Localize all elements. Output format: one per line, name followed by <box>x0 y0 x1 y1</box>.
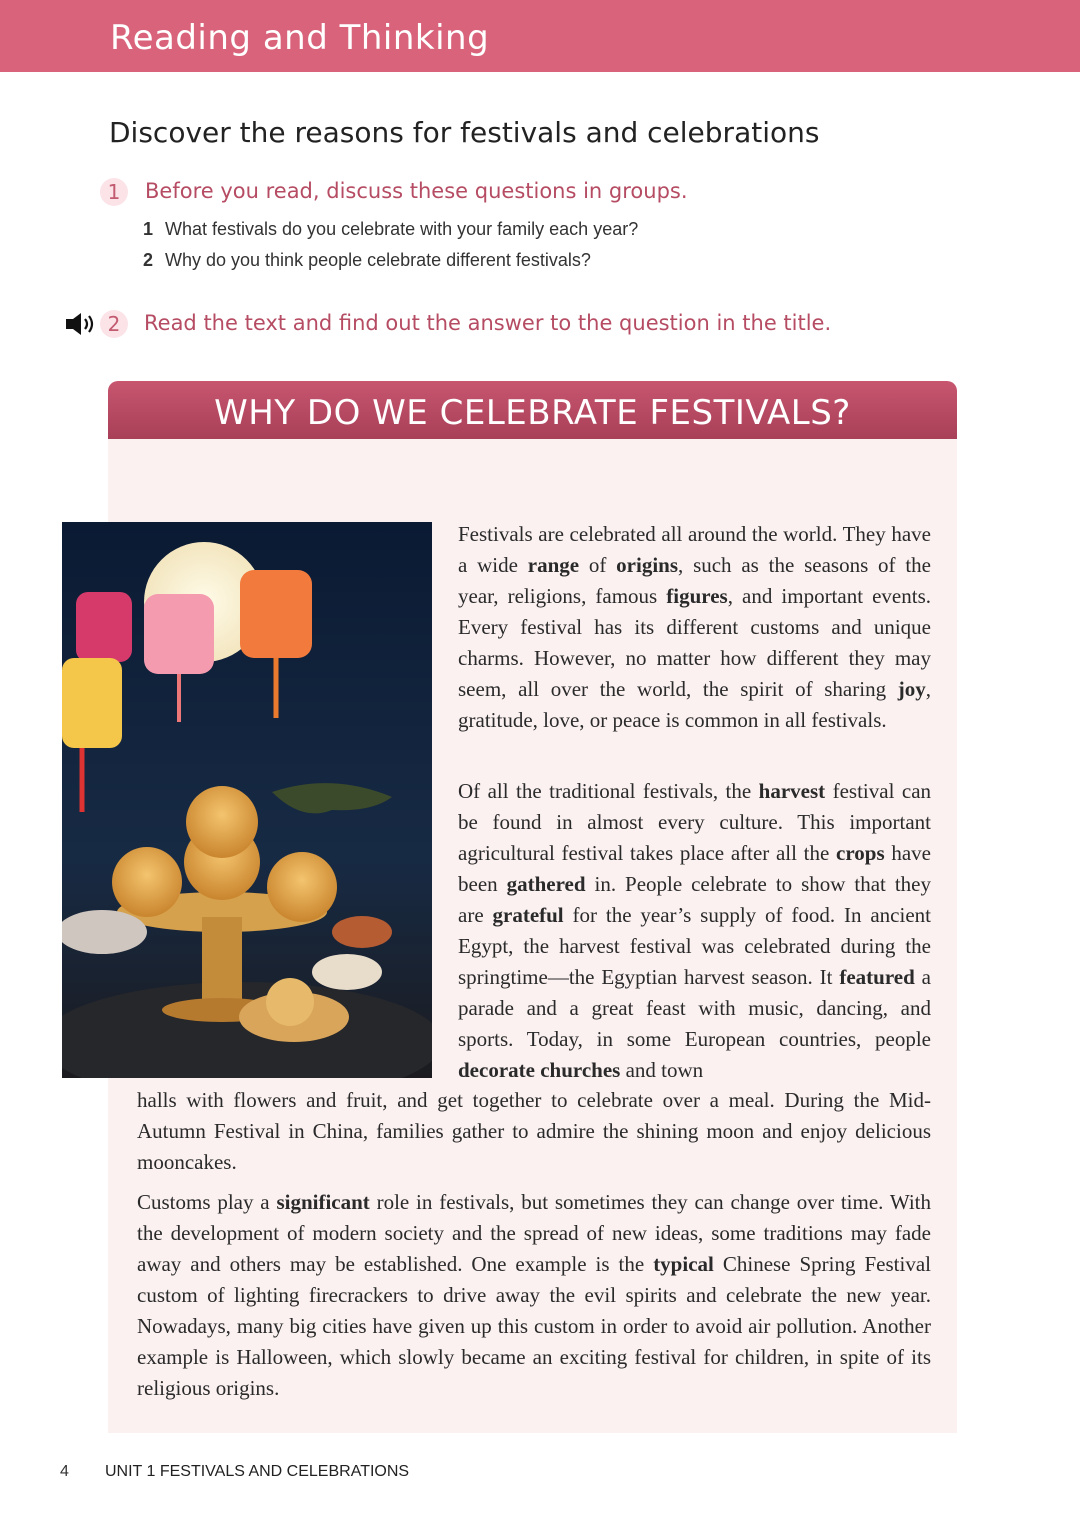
question-text: Why do you think people celebrate different festivals? <box>165 250 591 270</box>
key-word: grateful <box>492 903 564 927</box>
speaker-icon[interactable] <box>64 311 98 337</box>
activity-1-instruction: Before you read, discuss these questions in groups. <box>145 179 688 203</box>
lantern-red <box>76 592 132 662</box>
activity-1-number: 1 <box>100 178 128 206</box>
page-number: 4 <box>60 1463 69 1480</box>
article-paragraph-2-continued: halls with flowers and fruit, and get together to celebrate over a meal. During the Mid-Autumn Festival in China, families gather to admire the shining moon and enjoy delicious mooncakes. <box>137 1088 931 1174</box>
question-text: What festivals do you celebrate with your family each year? <box>165 219 639 239</box>
key-word: gathered <box>506 872 586 896</box>
key-word: significant <box>276 1190 370 1214</box>
key-word: joy <box>897 677 926 701</box>
article-title: WHY DO WE CELEBRATE FESTIVALS? <box>214 393 851 433</box>
activity-2-number: 2 <box>100 310 128 338</box>
page-heading: Discover the reasons for festivals and celebrations <box>109 116 820 149</box>
activity-2-instruction: Read the text and find out the answer to the question in the title. <box>144 311 832 335</box>
mooncake-lantern-image <box>62 522 432 1078</box>
question-number: 1 <box>143 219 154 239</box>
key-word: typical <box>653 1252 714 1276</box>
question-item <box>143 219 638 240</box>
article-paragraph-1: Festivals are celebrated all around the world. They have a wide range of origins, such as the seasons of the year, religions, famous figures, and important events. Every festival has its different customs and unique charms. However, no matter how different they may seem, all over the world, the spirit of sharing joy, gratitude, love, or peace is common in all festivals. <box>458 522 931 732</box>
section-title: Reading and Thinking <box>110 18 490 58</box>
question-number: 2 <box>143 250 154 270</box>
key-word: origins <box>616 553 679 577</box>
article-paragraph-3: Customs play a significant role in festivals, but sometimes they can change over time. With the development of modern society and the spread of new ideas, some traditions may fade away and others may be established. One example is the typical Chinese Spring Festival custom of lighting firecrackers to drive away the evil spirits and celebrate the new year. Nowadays, many big cities have given up this custom in order to avoid air pollution. Another example is Halloween, which slowly became an exciting festival for children, in spite of its religious origins. <box>137 1190 931 1400</box>
key-word: figures <box>666 584 728 608</box>
key-word: harvest <box>758 779 826 803</box>
key-word: featured <box>839 965 915 989</box>
unit-label: UNIT 1 FESTIVALS AND CELEBRATIONS <box>105 1463 410 1480</box>
article-paragraph-2: Of all the traditional festivals, the harvest festival can be found in almost every culture. This important agricultural festival takes place after all the crops have been gathered in. People celebrate to show that they are grateful for the year’s supply of food. In ancient Egypt, the harvest festival was celebrated during the springtime—the Egyptian harvest season. It featured a parade and a great feast with music, dancing, and sports. Today, in some European countries, people decorate churches and town <box>458 779 932 1082</box>
question-item <box>143 250 591 271</box>
key-word: decorate churches <box>458 1058 621 1082</box>
key-word: crops <box>836 841 885 865</box>
festival-photo <box>62 522 432 1078</box>
key-word: range <box>527 553 580 577</box>
